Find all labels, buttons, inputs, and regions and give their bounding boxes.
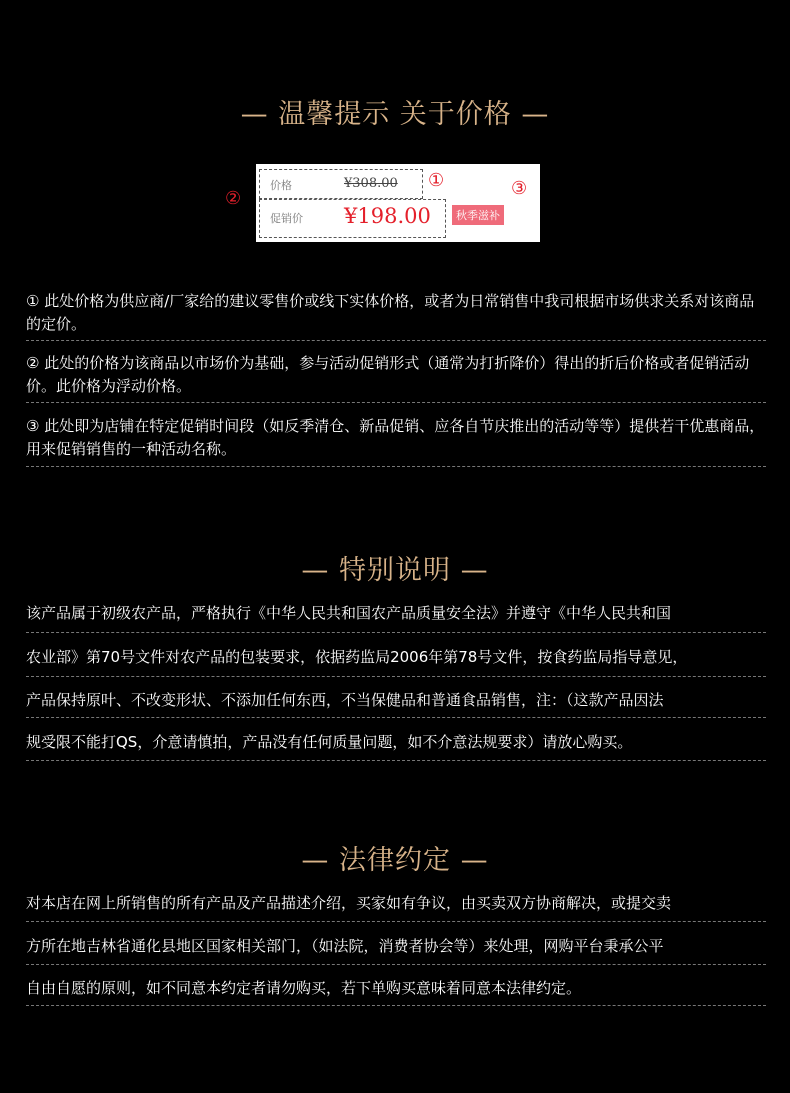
marker-2: ② (225, 188, 242, 209)
divider (26, 676, 766, 677)
promo-price-label: 促销价 (270, 212, 303, 225)
promo-tag-badge: 秋季滋补 (452, 205, 504, 225)
price-label: 价格 (270, 179, 292, 192)
price-note-1: ① 此处价格为供应商/厂家给的建议零售价或线下实体价格，或者为日常销售中我司根据市场供求关系对该商品的定价。 (26, 292, 755, 333)
divider (26, 402, 766, 403)
divider (26, 1005, 766, 1006)
divider (26, 964, 766, 965)
divider (26, 340, 766, 341)
price-tips-title: — 温馨提示 关于价格 — (240, 99, 550, 130)
special-notice-title: — 特别说明 — (301, 555, 489, 586)
special-line-4: 规受限不能打QS，介意请慎拍，产品没有任何质量问题，如不介意法规要求）请放心购买。 (26, 733, 633, 751)
special-line-3: 产品保持原叶、不改变形状、不添加任何东西，不当保健品和普通食品销售，注：（这款产品因法 (26, 691, 664, 709)
legal-agreement-title: — 法律约定 — (301, 845, 489, 876)
divider (26, 717, 766, 718)
divider (26, 632, 766, 633)
special-line-1: 该产品属于初级农产品，严格执行《中华人民共和国农产品质量安全法》并遵守《中华人民共和国 (26, 604, 672, 622)
legal-line-3: 自由自愿的原则，如不同意本约定者请勿购买，若下单购买意味着同意本法律约定。 (26, 979, 582, 997)
marker-1: ① (428, 170, 445, 191)
price-note-3: ③ 此处即为店铺在特定促销时间段（如反季清仓、新品促销、应各自节庆推出的活动等等）提供若干优惠商品，用来促销销售的一种活动名称。 (26, 417, 765, 458)
marker-3: ③ (511, 178, 528, 199)
divider (26, 760, 766, 761)
divider (26, 921, 766, 922)
promo-price: ¥198.00 (344, 204, 431, 228)
price-note-2: ② 此处的价格为该商品以市场价为基础，参与活动促销形式（通常为打折降价）得出的折后价格或者促销活动价。此价格为浮动价格。 (26, 354, 750, 395)
legal-line-2: 方所在地吉林省通化县地区国家相关部门，（如法院，消费者协会等）来处理，网购平台秉承公平 (26, 937, 664, 955)
original-price: ¥308.00 (344, 176, 398, 191)
legal-line-1: 对本店在网上所销售的所有产品及产品描述介绍，买家如有争议，由买卖双方协商解决，或提交卖 (26, 894, 672, 912)
special-line-2: 农业部》第70号文件对农产品的包装要求，依据药监局2006年第78号文件，按食药监局指导意见， (26, 648, 688, 666)
divider (26, 466, 766, 467)
price-example-card (256, 164, 540, 242)
